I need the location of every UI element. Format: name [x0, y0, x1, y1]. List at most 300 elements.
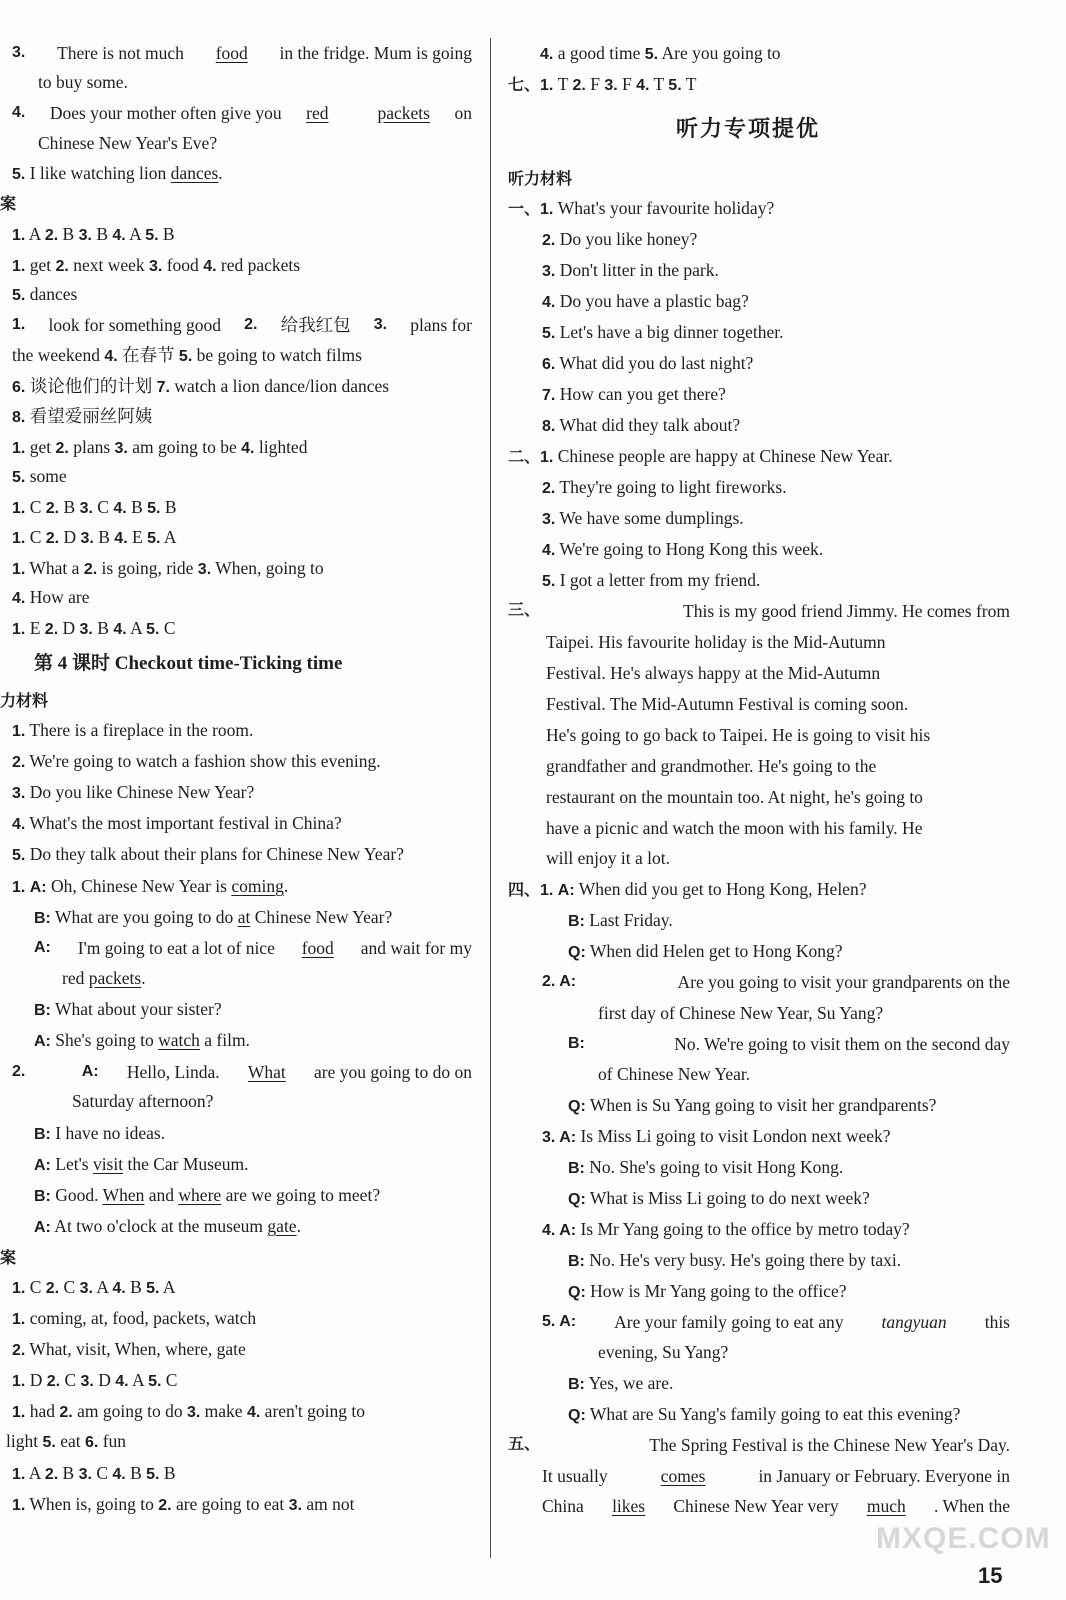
text-segment: C — [59, 1277, 80, 1297]
text-line — [6, 1429, 126, 1455]
item-number: 4. — [12, 816, 26, 833]
text-line — [12, 874, 288, 900]
item-number: 3. — [288, 1497, 303, 1514]
text-segment: Last Friday. — [584, 910, 673, 930]
text-line — [568, 939, 843, 965]
text-segment: This is my good friend Jimmy. He comes from — [683, 601, 1010, 621]
text-segment: . When the — [934, 1496, 1010, 1516]
item-number: 4. — [104, 348, 118, 365]
text-segment: A — [25, 224, 45, 244]
text-line — [546, 661, 1010, 687]
text-segment: fun — [98, 1431, 127, 1451]
text-line — [546, 846, 670, 872]
text-segment: . — [141, 968, 146, 988]
text-line — [12, 749, 381, 775]
text-line — [34, 1183, 380, 1209]
text-segment: When is, going to — [25, 1494, 159, 1514]
text-segment: What are Su Yang's family going to eat this evening? — [585, 1404, 961, 1424]
item-number: 4. — [113, 621, 127, 638]
item-number: 2. — [55, 258, 69, 275]
item-number: 5. — [668, 77, 682, 94]
text-segment: D — [58, 618, 80, 638]
text-segment: Taipei. His favourite holiday is the Mid-Autumn — [546, 632, 886, 652]
text-segment: B — [58, 1463, 79, 1483]
item-number: 1. — [12, 440, 26, 457]
item-number: Q: — [568, 1284, 586, 1301]
item-number: 2. — [12, 1342, 26, 1359]
item-number: 1. — [12, 500, 26, 517]
text-segment: E — [127, 527, 148, 547]
item-number: 6. — [542, 356, 556, 373]
text-line — [12, 1492, 355, 1518]
item-number: 1. — [12, 621, 26, 638]
text-segment: Chinese people are happy at Chinese New Year. — [553, 446, 893, 466]
item-number: 4. — [542, 542, 556, 559]
text-segment: T — [649, 74, 669, 94]
item-number: 二、1. — [508, 449, 554, 466]
left-column — [0, 0, 482, 1600]
text-segment: of Chinese New Year. — [598, 1064, 751, 1084]
text-line — [12, 1399, 365, 1425]
item-number: 2. — [45, 530, 60, 547]
text-segment: watch a lion dance/lion dances — [169, 376, 390, 396]
text-segment: D — [93, 1370, 116, 1390]
text-segment: How are — [25, 587, 90, 607]
text-segment: red packets — [216, 255, 301, 275]
item-number: A: — [34, 1033, 51, 1050]
text-segment: B — [158, 224, 175, 244]
text-line — [546, 785, 1010, 811]
text-segment: No. We're going to visit them on the second day — [674, 1034, 1010, 1054]
text-line — [38, 70, 128, 96]
item-number: 2. — [542, 480, 556, 497]
text-line — [568, 1279, 846, 1305]
text-segment: The Spring Festival is the Chinese New Year's Day. — [649, 1435, 1010, 1455]
text-segment: grandfather and grandmother. He's going to the — [546, 756, 877, 776]
item-number: 4. — [540, 46, 554, 63]
text-segment: B — [58, 224, 79, 244]
text-segment: in the fridge. Mum is going — [279, 43, 472, 63]
text-segment: next week — [68, 255, 150, 275]
text-segment: tangyuan — [881, 1312, 947, 1332]
text-line — [12, 1461, 176, 1487]
text-segment: evening, Su Yang? — [598, 1342, 729, 1362]
text-line — [12, 842, 404, 868]
text-segment: plans — [68, 437, 115, 457]
text-line — [508, 599, 1010, 625]
text-segment: dances — [25, 284, 78, 304]
blank-answer: where — [178, 1185, 222, 1205]
text-segment: What a — [25, 558, 84, 578]
text-segment: China — [542, 1496, 584, 1516]
text-line — [546, 754, 1010, 780]
text-segment: T — [681, 74, 697, 94]
text-line — [0, 191, 16, 217]
text-line — [12, 282, 77, 308]
text-segment: Do they talk about their plans for Chinese New Year? — [25, 844, 404, 864]
text-segment: I like watching lion — [25, 163, 171, 183]
text-line — [0, 1245, 16, 1271]
item-number: 2. — [45, 1280, 60, 1297]
text-segment: 听力材料 — [508, 169, 573, 188]
blank-answer: visit — [92, 1154, 124, 1174]
blank-answer: red — [306, 103, 329, 123]
text-segment: Do you like Chinese New Year? — [25, 782, 255, 802]
item-number: 3. A: — [542, 1129, 577, 1146]
blank-answer: coming — [231, 876, 284, 896]
text-segment: the Car Museum. — [123, 1154, 249, 1174]
text-line — [598, 1001, 883, 1027]
item-number: 1. — [12, 316, 26, 333]
item-number: 5. — [12, 166, 26, 183]
item-number: 3. — [114, 440, 128, 457]
text-segment: A — [125, 224, 146, 244]
text-line — [546, 630, 1010, 656]
text-segment: am going to do — [72, 1401, 187, 1421]
item-number: B: — [34, 1002, 51, 1019]
text-segment: C — [91, 1463, 113, 1483]
text-segment: have a picnic and watch the moon with his family. He — [546, 818, 923, 838]
text-line — [12, 253, 300, 279]
text-segment: A — [25, 1463, 45, 1483]
item-number: 4. — [112, 1466, 126, 1483]
item-number: 5. — [542, 573, 556, 590]
text-segment: He's going to go back to Taipei. He is going to visit his — [546, 725, 931, 745]
item-number: 5. — [12, 847, 26, 864]
text-segment: F — [585, 74, 605, 94]
item-number: 2. — [12, 1063, 26, 1080]
text-line — [542, 1217, 910, 1243]
item-number: 5. A: — [542, 1313, 577, 1330]
text-segment: is going, ride — [97, 558, 198, 578]
text-line — [62, 966, 146, 992]
text-segment: We're going to Hong Kong this week. — [555, 539, 824, 559]
blank-answer: comes — [660, 1466, 706, 1486]
item-number: 5. — [147, 500, 161, 517]
text-segment: A — [160, 527, 177, 547]
text-line — [12, 343, 362, 369]
blank-answer: packets — [88, 968, 142, 988]
text-segment: B — [125, 1277, 147, 1297]
item-number: 1. — [12, 530, 26, 547]
text-line — [508, 1433, 1010, 1459]
item-number: 1. — [12, 227, 26, 244]
text-line — [34, 936, 472, 962]
item-number: 3. — [186, 1404, 201, 1421]
text-segment: . — [296, 1216, 301, 1236]
text-segment: coming, at, food, packets, watch — [25, 1308, 257, 1328]
text-segment: T — [553, 74, 573, 94]
text-segment: Is Mr Yang going to the office by metro today? — [576, 1219, 910, 1239]
item-number: 8. — [542, 418, 556, 435]
blank-answer: food — [301, 938, 334, 958]
item-number: 5. — [146, 621, 160, 638]
right-column — [500, 0, 1020, 1600]
text-segment: We're going to watch a fashion show this evening. — [25, 751, 381, 771]
item-number: 5. — [145, 227, 159, 244]
item-number: 5. — [644, 46, 659, 63]
text-segment: Do you like honey? — [555, 229, 698, 249]
text-line — [542, 320, 784, 346]
text-line — [12, 616, 176, 642]
text-line — [38, 131, 217, 157]
text-segment: C — [25, 527, 46, 547]
text-segment: look for something good — [48, 315, 222, 335]
text-segment: 给我红包 — [280, 315, 351, 335]
item-number: 3. — [80, 530, 94, 547]
text-segment: and — [144, 1185, 179, 1205]
blank-answer: likes — [612, 1496, 646, 1516]
item-number: 6. — [84, 1434, 99, 1451]
text-line — [34, 997, 222, 1023]
text-segment: They're going to light fireworks. — [555, 477, 787, 497]
item-number: B: — [568, 1160, 585, 1177]
text-line — [12, 525, 177, 551]
text-segment: plans for — [410, 315, 472, 335]
text-segment: We have some dumplings. — [555, 508, 744, 528]
text-segment: B — [91, 224, 113, 244]
item-number: 3. — [80, 1373, 94, 1390]
text-segment: At two o'clock at the museum — [50, 1216, 268, 1236]
text-segment: When did Helen get to Hong Kong? — [585, 941, 843, 961]
blank-answer: gate — [267, 1216, 297, 1236]
text-segment: to buy some. — [38, 72, 128, 92]
text-segment: B — [59, 497, 80, 517]
watermark: MXQE.COM — [876, 1522, 1051, 1555]
text-segment: this — [984, 1312, 1010, 1332]
blank-answer: at — [237, 907, 251, 927]
text-line — [508, 72, 696, 98]
page-number: 15 — [978, 1563, 1003, 1588]
item-number: 一、1. — [508, 201, 554, 218]
text-segment: light — [6, 1431, 43, 1451]
text-line — [542, 1124, 891, 1150]
text-segment: Chinese New Year very — [673, 1496, 839, 1516]
text-line — [34, 1152, 249, 1178]
text-segment: D — [25, 1370, 47, 1390]
text-line — [542, 382, 726, 408]
item-number: 4. — [112, 227, 126, 244]
text-line — [34, 905, 392, 931]
item-number: 1. — [12, 879, 26, 896]
item-number: 5. — [542, 325, 556, 342]
blank-answer: packets — [377, 103, 430, 123]
text-line — [542, 970, 1010, 996]
item-number: 3. — [79, 1280, 93, 1297]
text-segment: B — [126, 497, 148, 517]
text-line — [12, 161, 223, 187]
text-segment: No. She's going to visit Hong Kong. — [584, 1157, 844, 1177]
text-segment: How is Mr Yang going to the office? — [585, 1281, 847, 1301]
text-line — [34, 1214, 301, 1240]
text-segment: B — [160, 497, 177, 517]
text-line — [12, 1368, 177, 1394]
text-line — [568, 908, 673, 934]
text-segment: red — [62, 968, 89, 988]
item-number: 1. — [12, 561, 26, 578]
text-segment: When, going to — [211, 558, 324, 578]
item-number: 4. — [113, 500, 127, 517]
text-line — [34, 1121, 165, 1147]
text-segment: and wait for my — [360, 938, 472, 958]
text-line — [12, 1306, 256, 1332]
item-number: Q: — [568, 1191, 586, 1208]
item-number: 1. — [12, 258, 26, 275]
text-segment: C — [92, 497, 114, 517]
item-number: A: — [34, 1157, 51, 1174]
item-number: 7. — [542, 387, 556, 404]
text-segment: When did you get to Hong Kong, Helen? — [574, 879, 867, 899]
item-number: 5. — [12, 287, 26, 304]
item-number: 1. — [12, 1311, 26, 1328]
text-segment: 听力专项提优 — [676, 117, 821, 142]
text-segment: Chinese New Year's Eve? — [38, 133, 218, 153]
item-number: B: — [568, 1376, 585, 1393]
text-segment: 谈论他们的计划 — [25, 376, 157, 396]
text-segment: What did they talk about? — [555, 415, 741, 435]
item-number: 2. — [45, 500, 60, 517]
item-number: 4. — [114, 530, 128, 547]
text-line — [542, 1494, 1010, 1520]
item-number: 4. A: — [542, 1222, 577, 1239]
text-line — [542, 413, 740, 439]
text-segment: be going to watch films — [192, 345, 362, 365]
item-number: A: — [34, 939, 51, 956]
text-line — [12, 435, 307, 461]
item-number: 4. — [112, 1280, 126, 1297]
text-segment: food — [162, 255, 204, 275]
text-segment: Festival. The Mid-Autumn Festival is coming soon. — [546, 694, 909, 714]
text-line — [12, 1275, 176, 1301]
item-number: A: — [34, 1219, 51, 1236]
blank-answer: dances — [170, 163, 219, 183]
item-number: 4. — [636, 77, 650, 94]
item-number: 3. — [12, 44, 26, 61]
text-segment: 在春节 — [117, 345, 179, 365]
text-line — [540, 41, 781, 67]
text-line — [12, 495, 177, 521]
text-segment: I have no ideas. — [50, 1123, 166, 1143]
text-line — [676, 118, 820, 144]
text-line — [12, 585, 89, 611]
text-line — [542, 537, 823, 563]
item-number: 2. — [158, 1497, 172, 1514]
text-segment: E — [25, 618, 45, 638]
item-number: 5. — [147, 530, 161, 547]
text-segment: B — [93, 527, 115, 547]
text-line — [542, 351, 753, 377]
text-line — [72, 1089, 213, 1115]
item-number: 1. — [12, 1466, 26, 1483]
item-number: B: — [568, 1253, 585, 1270]
text-segment: When is Su Yang going to visit her grandparents? — [585, 1095, 937, 1115]
text-segment: There is not much — [57, 43, 184, 63]
text-segment: get — [25, 255, 56, 275]
text-segment: Are you going to — [658, 43, 781, 63]
text-line — [568, 1402, 960, 1428]
item-number: 七、1. — [508, 77, 554, 94]
text-segment: C — [60, 1370, 81, 1390]
text-line — [12, 101, 472, 127]
item-number: 3. — [79, 621, 93, 638]
text-segment: are going to eat — [171, 1494, 289, 1514]
item-number: 4. — [246, 1404, 261, 1421]
text-segment: No. He's very busy. He's going there by taxi. — [584, 1250, 902, 1270]
text-line — [34, 651, 342, 677]
item-number: 2. — [59, 1404, 73, 1421]
item-number: 2. A: — [542, 973, 577, 990]
text-line — [0, 688, 48, 714]
text-segment: I'm going to eat a lot of nice — [77, 938, 275, 958]
text-segment: What, visit, When, where, gate — [25, 1339, 246, 1359]
item-number: 3. — [78, 1466, 92, 1483]
item-number: 3. — [542, 511, 556, 528]
text-line — [12, 222, 175, 248]
text-line — [542, 1310, 1010, 1336]
text-segment: What's the most important festival in China? — [25, 813, 342, 833]
text-segment: make — [200, 1401, 247, 1421]
text-segment: Let's — [50, 1154, 93, 1174]
text-segment: There is a fireplace in the room. — [25, 720, 254, 740]
text-line — [568, 1186, 870, 1212]
item-number: B: — [34, 1126, 51, 1143]
text-line — [568, 1032, 1010, 1058]
item-number: 1. — [12, 723, 26, 740]
text-segment: Festival. He's always happy at the Mid-Autumn — [546, 663, 881, 683]
text-line — [546, 816, 1010, 842]
item-number: 4. — [241, 440, 255, 457]
item-number: 3. — [149, 258, 163, 275]
text-line — [12, 1337, 246, 1363]
text-segment: eat — [55, 1431, 85, 1451]
text-segment: 案 — [0, 194, 17, 213]
item-number: 2. — [542, 232, 556, 249]
item-number: B: — [34, 1188, 51, 1205]
item-number: 3. — [12, 785, 26, 802]
text-segment: get — [25, 437, 56, 457]
item-number: B: — [568, 1035, 585, 1052]
text-segment: a good time — [553, 43, 645, 63]
text-line — [546, 723, 1010, 749]
text-segment: lighted — [254, 437, 308, 457]
text-line — [12, 811, 342, 837]
item-number: 2. — [572, 77, 586, 94]
text-segment: 第 4 课时 Checkout time-Ticking time — [34, 653, 343, 674]
text-segment: Are your family going to eat any — [614, 1312, 844, 1332]
text-segment: A — [128, 1370, 149, 1390]
item-number: A: — [81, 1063, 99, 1080]
text-segment: What is Miss Li going to do next week? — [585, 1188, 870, 1208]
text-line — [12, 556, 324, 582]
item-number: 8. — [12, 409, 26, 426]
text-segment: A — [92, 1277, 113, 1297]
text-segment: B — [159, 1463, 176, 1483]
item-number: 2. — [12, 754, 26, 771]
item-number: 4. — [542, 294, 556, 311]
text-line — [542, 1464, 1010, 1490]
item-number: 三、 — [508, 602, 541, 619]
text-segment: 案 — [0, 1248, 17, 1267]
text-segment: C — [161, 1370, 178, 1390]
item-number: 1. — [12, 1497, 26, 1514]
text-line — [542, 568, 760, 594]
item-number: 3. — [542, 263, 556, 280]
text-segment: A — [126, 618, 147, 638]
text-segment: first day of Chinese New Year, Su Yang? — [598, 1003, 884, 1023]
text-segment: Does your mother often give you — [49, 103, 282, 123]
item-number: 5. — [42, 1434, 56, 1451]
item-number: B: — [34, 910, 51, 927]
